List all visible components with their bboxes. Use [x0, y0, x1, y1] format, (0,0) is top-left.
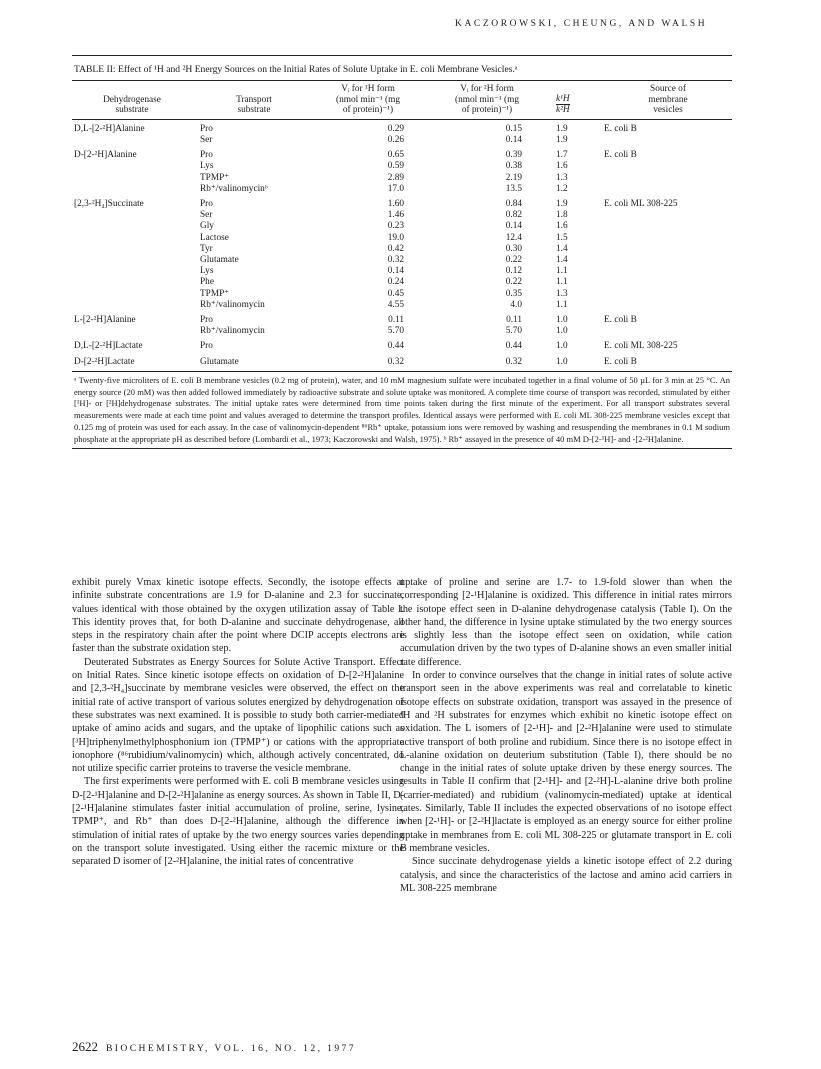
cell-vi-1h: 19.0 [387, 232, 404, 243]
cell-vi-2h: 0.38 [505, 161, 522, 172]
cell-source: E. coli ML 308-225 [604, 341, 678, 352]
cell-k-ratio: 1.4 [556, 255, 568, 266]
cell-k-ratio: 1.0 [556, 315, 568, 326]
table-row [72, 210, 732, 221]
caption-rule [72, 80, 732, 81]
paragraph: The first experiments were performed with E. coli B membrane vesicles using D-[2-¹H]alanine and D-[2-²H]alanine as energy sources. As shown in Table II, D-[2-¹H]alanine stimulates faster initial accumulation of proline, serine, lysine, TPMP⁺, and Rb⁺ than does D-[2-²H]alanine, although the difference in stimulation of initial rates of uptake by the two energy sources varies depending on the transport solute investigated. Using either the racemic mixture or the separated D isomer of [2-²H]alanine, the initial rates of concentrative [72, 776, 404, 868]
paragraph: exhibit purely Vmax kinetic isotope effects. Secondly, the isotope effects at infinite substrate concentrations are 1.9 for D-alanine and 2.3 for succinate, values identical with those obtained by the oxygen utilization assay of Table I. This identity proves that, for both D-alanine and succinate dehydrogenase, all steps in the respiratory chain after the point where DCIP accepts electrons are faster than the substrate oxidation step. [72, 577, 404, 655]
cell-k-ratio: 1.1 [556, 277, 568, 288]
cell-vi-2h: 0.84 [505, 199, 522, 209]
header-vi-2h: Vᵢ for ²H form (nmol min⁻¹ (mg of protein)⁻¹) [428, 84, 546, 119]
cell-dehydrogenase-substrate [72, 161, 190, 172]
cell-vi-1h: 0.24 [387, 277, 404, 288]
cell-vi-1h: 0.29 [387, 123, 404, 134]
cell-source [604, 255, 732, 266]
cell-vi-1h: 4.55 [387, 299, 404, 310]
cell-k-ratio: 1.3 [556, 172, 568, 183]
paragraph: In order to convince ourselves that the change in initial rates of solute active transport seen in the above experiments was real and correlatable to kinetic isotope effects on substrate oxidation, transport was assayed in the presence of ¹H and ²H substrates for enzymes which exhibit no kinetic isotope effect on oxidation. The L isomers of [2-¹H]- and [2-²H]alanine were used to stimulate active transport of both proline and rubidium. Since there is no isotope effect in L-alanine oxidation on deuterium substitution (Table I), there should be no change in the initial rates of solute uptake driven by these energy sources. The results in Table II confirm that [2-¹H]- and [2-²H]-L-alanine drive both proline (carrier-mediated) and rubidium (valinomycin-mediated) uptake at identical rates. Similarly, Table II includes the expected observations of no isotope effect when [2-¹H]- or [2-²H]lactate is employed as an energy source for either proline uptake in membranes from E. coli ML 308-225 or glutamate transport in E. coli B membrane vesicles. [400, 670, 732, 854]
cell-vi-2h: 0.15 [505, 123, 522, 134]
cell-k-ratio: 1.9 [556, 199, 568, 209]
cell-vi-2h: 12.4 [505, 232, 522, 243]
cell-dehydrogenase-substrate [72, 326, 190, 337]
cell-vi-2h: 13.5 [505, 183, 522, 194]
cell-transport-substrate: Lys [200, 266, 214, 277]
cell-transport-substrate: Rb⁺/valinomycin [200, 326, 265, 337]
cell-dehydrogenase-substrate [72, 233, 190, 244]
cell-transport-substrate: Pro [200, 123, 213, 134]
cell-vi-2h: 0.22 [505, 277, 522, 288]
cell-k-ratio: 1.7 [556, 150, 568, 161]
cell-source [604, 300, 732, 311]
table-row [72, 326, 732, 337]
table-group [72, 353, 732, 368]
cell-transport-substrate: Pro [200, 199, 213, 209]
table-wrap [72, 84, 732, 368]
cell-vi-2h: 0.14 [505, 134, 522, 145]
cell-source [604, 233, 732, 244]
cell-vi-1h: 0.32 [387, 255, 404, 266]
cell-transport-substrate: Lys [200, 161, 214, 172]
cell-transport-substrate: Glutamate [200, 255, 239, 266]
table-header-row [72, 84, 732, 119]
cell-source [604, 221, 732, 232]
cell-k-ratio: 1.6 [556, 221, 568, 232]
cell-dehydrogenase-substrate [72, 289, 190, 300]
cell-dehydrogenase-substrate: L-[2-²H]Alanine [74, 315, 136, 326]
cell-vi-2h: 0.35 [505, 288, 522, 299]
cell-k-ratio: 1.0 [556, 341, 568, 352]
cell-source [604, 289, 732, 300]
cell-dehydrogenase-substrate [72, 300, 190, 311]
table-row [72, 244, 732, 255]
cell-vi-1h: 1.60 [387, 199, 404, 209]
table-row [72, 277, 732, 288]
table-group [72, 311, 732, 337]
cell-dehydrogenase-substrate [72, 221, 190, 232]
cell-dehydrogenase-substrate [72, 135, 190, 146]
table-row [72, 289, 732, 300]
cell-transport-substrate: Ser [200, 210, 213, 221]
table-row [72, 266, 732, 277]
data-table [72, 84, 732, 368]
cell-k-ratio: 1.1 [556, 299, 568, 310]
table-row [72, 300, 732, 311]
cell-dehydrogenase-substrate [72, 210, 190, 221]
table-row [72, 195, 732, 210]
cell-source: E. coli B [604, 123, 637, 134]
table-footnote: ᵃ Twenty-five microliters of E. coli B membrane vesicles (0.2 mg of protein), water, and 10 mM magnesium sulfate were incubated together in a final volume of 50 µL for 3 min at 25 °C. An energy source (20 mM) was then added followed immediately by radioactive substrate and solute uptake was monitored. A complete time course of transport was recorded, stimulated by either [¹H]- or [²H]dehydrogenase substrates. The initial uptake rates were determined from time points taken during the first minute of the experiment. For all transport substrates several measurements were made at each time point and values averaged to determine the transport profiles. Identical assays were performed with E. coli ML 308-225 membrane vesicles except that 0.125 mg of protein was used for each assay. In the case of valinomycin-dependent ⁸⁶Rb⁺ uptake, potassium ions were removed by washing and resuspending the membranes in 0.1 M sodium phosphate at the appropriate pH as described before (Lombardi et al., 1973; Kaczorowski and Walsh, 1975). ᵇ Rb⁺ assayed in the presence of 40 mM D-[2-¹H]- and -[2-²H]alanine. [74, 375, 730, 444]
cell-k-ratio: 1.4 [556, 243, 568, 254]
cell-k-ratio: 1.3 [556, 288, 568, 299]
cell-vi-2h: 0.44 [505, 341, 522, 352]
body-column-left [72, 576, 404, 869]
table-bottom-rule [72, 371, 732, 372]
cell-vi-2h: 0.11 [506, 315, 522, 326]
cell-vi-1h: 0.65 [387, 150, 404, 161]
cell-transport-substrate: Pro [200, 341, 213, 352]
cell-source: E. coli ML 308-225 [604, 199, 678, 209]
cell-transport-substrate: TPMP⁺ [200, 172, 230, 183]
cell-dehydrogenase-substrate: D-[2-²H]Lactate [74, 356, 135, 367]
cell-source [604, 161, 732, 172]
header-k-ratio: k¹H k²H [546, 84, 604, 119]
cell-vi-2h: 0.12 [505, 266, 522, 277]
cell-vi-1h: 5.70 [387, 326, 404, 337]
cell-vi-2h: 0.82 [505, 210, 522, 221]
cell-k-ratio: 1.9 [556, 134, 568, 145]
cell-k-ratio: 1.8 [556, 210, 568, 221]
cell-dehydrogenase-substrate: [2,3-²H₄]Succinate [74, 199, 144, 209]
table-group [72, 195, 732, 311]
cell-k-ratio: 1.0 [556, 356, 568, 367]
cell-dehydrogenase-substrate: D,L-[2-²H]Alanine [74, 123, 145, 134]
cell-source: E. coli B [604, 150, 637, 161]
table-row [72, 233, 732, 244]
cell-transport-substrate: TPMP⁺ [200, 288, 230, 299]
cell-transport-substrate: Gly [200, 221, 214, 232]
cell-source [604, 244, 732, 255]
header-transport: Transport substrate [190, 84, 308, 119]
table-row [72, 146, 732, 161]
cell-dehydrogenase-substrate [72, 266, 190, 277]
cell-vi-1h: 0.42 [387, 243, 404, 254]
cell-vi-1h: 0.23 [387, 221, 404, 232]
cell-source [604, 184, 732, 195]
paragraph: uptake of proline and serine are 1.7- to 1.9-fold slower than when the corresponding [2-¹H]alanine is oxidized. This difference in initial rates mirrors the isotope effect seen in D-alanine dehydrogenase catalysis (Table I). On the other hand, the difference in lysine uptake stimulated by the two energy sources is slightly less than the isotope effect seen on oxidation, while cation accumulation driven by the two types of D-alanine shows an even smaller initial rate difference. [400, 577, 732, 668]
cell-dehydrogenase-substrate [72, 184, 190, 195]
cell-dehydrogenase-substrate [72, 255, 190, 266]
cell-source [604, 173, 732, 184]
cell-vi-1h: 0.11 [388, 315, 404, 326]
cell-dehydrogenase-substrate: D-[2-²H]Alanine [74, 150, 137, 161]
cell-vi-1h: 0.59 [387, 161, 404, 172]
cell-vi-2h: 4.0 [510, 299, 522, 310]
cell-source [604, 210, 732, 221]
cell-vi-1h: 17.0 [387, 183, 404, 194]
table-row [72, 161, 732, 172]
table-row [72, 173, 732, 184]
footnote-rule [72, 448, 732, 449]
cell-vi-2h: 0.14 [505, 221, 522, 232]
table-row [72, 119, 732, 135]
cell-vi-1h: 2.89 [387, 172, 404, 183]
cell-source: E. coli B [604, 356, 637, 367]
cell-vi-2h: 5.70 [505, 326, 522, 337]
journal-citation: BIOCHEMISTRY, VOL. 16, NO. 12, 1977 [106, 1043, 356, 1054]
paragraph: Since succinate dehydrogenase yields a kinetic isotope effect of 2.2 during catalysis, and since the characteristics of the lactose and amino acid carriers in ML 308-225 membrane [400, 856, 732, 894]
cell-dehydrogenase-substrate [72, 173, 190, 184]
cell-transport-substrate: Glutamate [200, 356, 239, 367]
cell-vi-1h: 1.46 [387, 210, 404, 221]
cell-vi-2h: 0.32 [505, 356, 522, 367]
cell-dehydrogenase-substrate [72, 277, 190, 288]
paragraph: Deuterated Substrates as Energy Sources for Solute Active Transport. Effect on Initial Rates. Since kinetic isotope effects on oxidation of D-[2-²H]alanine and [2,3-²H₄]succinate by membrane vesicles were observed, the effect on the initial rate of active transport of various solutes energized by dehydrogenation of these substrates was next examined. It is possible to study both carrier-mediated uptake of amino acids and sugars, and the uptake of lipophilic cations such as [³H]triphenylmethylphosphonium ion (TPMP⁺) or cations with the appropriate ionophore (⁸⁶rubidium/valinomycin) which, although actively concentrated, do not utilize specific carrier proteins to traverse the vesicle membrane. [72, 656, 404, 775]
cell-dehydrogenase-substrate: D,L-[2-²H]Lactate [74, 341, 143, 352]
table-row [72, 311, 732, 326]
cell-k-ratio: 1.0 [556, 326, 568, 337]
cell-transport-substrate: Rb⁺/valinomycinᵇ [200, 183, 268, 194]
cell-source [604, 277, 732, 288]
table-group [72, 146, 732, 195]
cell-vi-1h: 0.14 [387, 266, 404, 277]
header-source: Source of membrane vesicles [604, 84, 732, 119]
table-group [72, 119, 732, 146]
table-row [72, 337, 732, 352]
cell-source: E. coli B [604, 315, 637, 326]
header-vi-1h: Vᵢ for ¹H form (nmol min⁻¹ (mg of protein)⁻¹) [308, 84, 428, 119]
cell-k-ratio: 1.6 [556, 161, 568, 172]
cell-k-ratio: 1.5 [556, 232, 568, 243]
table-row [72, 184, 732, 195]
cell-source [604, 135, 732, 146]
cell-source [604, 266, 732, 277]
cell-vi-2h: 0.22 [505, 255, 522, 266]
cell-transport-substrate: Pro [200, 150, 213, 161]
header-substrate: Dehydrogenase substrate [72, 84, 190, 119]
cell-k-ratio: 1.9 [556, 123, 568, 134]
page-number: 2622 [72, 1039, 98, 1054]
cell-vi-2h: 0.30 [505, 243, 522, 254]
cell-k-ratio: 1.2 [556, 183, 568, 194]
cell-transport-substrate: Rb⁺/valinomycin [200, 299, 265, 310]
cell-vi-1h: 0.26 [387, 134, 404, 145]
cell-vi-1h: 0.44 [387, 341, 404, 352]
running-head: KACZOROWSKI, CHEUNG, AND WALSH [455, 19, 708, 29]
cell-k-ratio: 1.1 [556, 266, 568, 277]
table-group [72, 337, 732, 352]
cell-transport-substrate: Lactose [200, 232, 229, 243]
cell-transport-substrate: Pro [200, 315, 213, 326]
table-row [72, 353, 732, 368]
top-rule [72, 55, 732, 56]
cell-transport-substrate: Ser [200, 134, 213, 145]
cell-dehydrogenase-substrate [72, 244, 190, 255]
table-row [72, 255, 732, 266]
table-row [72, 221, 732, 232]
table-caption: TABLE II: Effect of ¹H and ²H Energy Sources on the Initial Rates of Solute Uptake in E. coli Membrane Vesicles.ᵃ [74, 64, 518, 75]
cell-vi-2h: 0.39 [505, 150, 522, 161]
cell-transport-substrate: Tyr [200, 243, 213, 254]
page-footer [72, 1039, 356, 1055]
cell-transport-substrate: Phe [200, 277, 214, 288]
cell-vi-1h: 0.45 [387, 288, 404, 299]
cell-vi-1h: 0.32 [387, 356, 404, 367]
cell-vi-2h: 2.19 [505, 172, 522, 183]
body-column-right [400, 576, 732, 895]
table-row [72, 135, 732, 146]
cell-source [604, 326, 732, 337]
